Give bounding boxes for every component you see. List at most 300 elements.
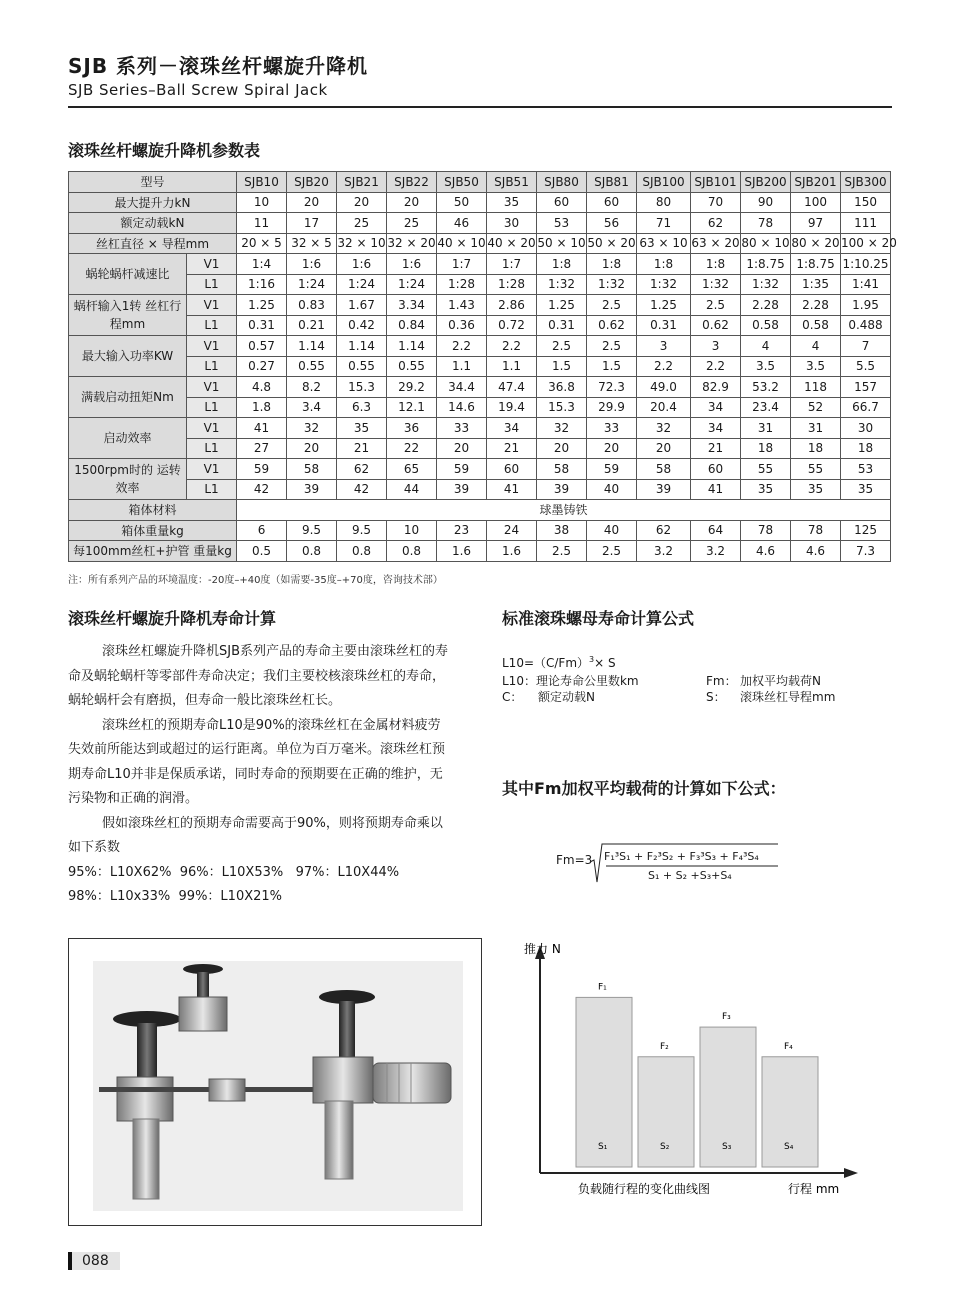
table-title: 滚珠丝杆螺旋升降机参数表 [68,141,261,160]
table-cell: 32 [637,418,691,439]
life-paragraph-2: 滚珠丝杠的预期寿命L10是90%的滚珠丝杠在金属材料疲劳失效前所能达到或超过的运行距离。单位为百万毫米。滚珠丝杠预期寿命L10并非是保质承诺，同时寿命的预期要在正确的维护，无污染物和正确的润滑。 [68,717,446,806]
table-cell: 2.5 [587,541,637,562]
table-cell: 44 [387,479,437,500]
table-row [69,541,891,562]
table-cell: 50 × 20 [587,233,637,254]
table-cell: 20 [287,192,337,213]
table-cell: 1.5 [587,356,637,377]
table-cell: 12.1 [387,397,437,418]
table-cell: 1:6 [387,254,437,275]
table-cell: 1:28 [437,274,487,295]
table-cell: 10 [387,520,437,541]
table-cell: 2.86 [487,295,537,316]
table-cell: 1.67 [337,295,387,316]
table-cell: 32 × 10 [337,233,387,254]
l1-label: L1 [187,274,237,295]
table-cell: 50 × 10 [537,233,587,254]
table-cell: 63 × 20 [691,233,741,254]
v1-label: V1 [187,336,237,357]
table-cell: 32 [537,418,587,439]
table-cell: 29.9 [587,397,637,418]
table-cell: 64 [691,520,741,541]
table-cell: 2.2 [487,336,537,357]
table-cell: 1:10.25 [841,254,891,275]
table-row [69,500,891,521]
table-cell: 71 [637,213,691,234]
table-cell: 0.488 [841,315,891,336]
table-cell: 3 [691,336,741,357]
table-cell: 0.27 [237,356,287,377]
table-row [69,233,891,254]
table-cell: 1:8 [587,254,637,275]
table-row [69,192,891,213]
table-cell: 1.5 [537,356,587,377]
table-cell: 55 [791,459,841,480]
x-axis-arrow-icon [844,1168,858,1178]
table-cell: 35 [337,418,387,439]
table-row [69,377,891,398]
chart-title: 负载随行程的变化曲线图 [578,1182,711,1196]
table-row [69,295,891,316]
table-cell: 20 × 5 [237,233,287,254]
table-cell: 78 [741,520,791,541]
l1-label: L1 [187,397,237,418]
table-cell: 41 [691,479,741,500]
model-header: 型号 [69,172,237,193]
formula-exponent: 3 [589,655,595,664]
table-cell: 39 [287,479,337,500]
table-cell: 1:8.75 [741,254,791,275]
table-cell: 33 [587,418,637,439]
page-number: 088 [68,1252,120,1270]
fm-denominator: S₁ + S₂ +S₃+S₄ [648,869,732,882]
table-cell: 0.8 [337,541,387,562]
table-cell: 1:8 [537,254,587,275]
def-fm-val: 加权平均载荷N [740,674,821,688]
def-c-key: C： [502,690,523,704]
table-cell: 80 × 10 [741,233,791,254]
load-chart-svg [520,935,860,1200]
table-cell: 1.95 [841,295,891,316]
table-cell: 1.6 [437,541,487,562]
load-chart [520,935,860,1200]
life-paragraph-1: 滚珠丝杠螺旋升降机SJB系列产品的寿命主要由滚珠丝杠的寿命及蜗轮蜗杆等零部件寿命决定；我们主要校核滚珠丝杠的寿命，蜗轮蜗杆会有磨损，但寿命一般比滚珠丝杠长。 [68,644,449,708]
table-cell: 34 [487,418,537,439]
formula-tail: × S [594,656,616,670]
table-cell: 118 [791,377,841,398]
table-cell: 1:7 [437,254,487,275]
table-cell: 18 [841,438,891,459]
row-label: 最大输入功率KW [69,336,187,377]
table-cell: 3.5 [741,356,791,377]
table-cell: 9.5 [337,520,387,541]
table-cell: 24 [487,520,537,541]
table-cell: 150 [841,192,891,213]
table-cell: 1.14 [337,336,387,357]
table-cell: 50 [437,192,487,213]
product-photo [68,938,482,1226]
table-cell: 7 [841,336,891,357]
header-title-en: SJB Series–Ball Screw Spiral Jack [68,81,328,99]
table-cell: 59 [437,459,487,480]
table-cell: 4 [791,336,841,357]
table-cell: 46 [437,213,487,234]
table-cell: 34 [691,418,741,439]
table-cell: 0.83 [287,295,337,316]
model-header: SJB201 [791,172,841,193]
def-s-val: 滚珠丝杠导程mm [740,690,836,704]
model-header: SJB20 [287,172,337,193]
table-cell: 20 [587,438,637,459]
table-cell: 15.3 [337,377,387,398]
table-cell: 62 [637,520,691,541]
table-cell: 1.25 [537,295,587,316]
table-cell: 32 × 5 [287,233,337,254]
table-cell: 1:8 [691,254,741,275]
table-cell: 0.31 [537,315,587,336]
table-cell: 1:7 [487,254,537,275]
table-cell: 35 [487,192,537,213]
table-cell: 31 [741,418,791,439]
table-cell: 111 [841,213,891,234]
table-cell: 1:28 [487,274,537,295]
table-cell: 59 [587,459,637,480]
table-cell: 2.2 [637,356,691,377]
row-label: 蜗轮蜗杆减速比 [69,254,187,295]
table-cell: 100 × 20 [841,233,891,254]
table-cell: 0.8 [287,541,337,562]
table-cell: 2.28 [741,295,791,316]
table-cell: 15.3 [537,397,587,418]
table-cell: 53 [537,213,587,234]
table-cell: 125 [841,520,891,541]
table-cell: 20 [337,192,387,213]
table-row [69,438,891,459]
def-l10-val: 理论寿命公里数km [535,674,639,688]
table-cell: 2.2 [691,356,741,377]
table-cell: 0.8 [387,541,437,562]
table-cell: 1.25 [237,295,287,316]
row-label: 额定动载kN [69,213,237,234]
table-cell: 40 × 20 [487,233,537,254]
table-cell: 25 [337,213,387,234]
model-header: SJB80 [537,172,587,193]
table-cell: 23 [437,520,487,541]
formula-title: 标准滚珠螺母寿命计算公式 [502,609,695,628]
table-cell: 6 [237,520,287,541]
page-header [68,52,892,108]
table-cell: 30 [841,418,891,439]
table-cell: 2.5 [691,295,741,316]
model-header: SJB21 [337,172,387,193]
table-cell: 27 [237,438,287,459]
table-cell: 1:24 [287,274,337,295]
v1-label: V1 [187,295,237,316]
table-cell: 20 [287,438,337,459]
bar-stroke-label: S₁ [598,1142,608,1152]
table-cell: 1:6 [287,254,337,275]
v1-label: V1 [187,377,237,398]
table-cell: 3.5 [791,356,841,377]
v1-label: V1 [187,254,237,275]
table-cell: 0.84 [387,315,437,336]
def-fm-key: Fm： [706,674,737,688]
table-cell: 0.55 [387,356,437,377]
table-cell: 9.5 [287,520,337,541]
table-cell: 1:24 [337,274,387,295]
row-label: 箱体材料 [69,500,237,521]
def-s-key: S： [706,690,726,704]
table-cell: 0.58 [741,315,791,336]
table-cell: 19.4 [487,397,537,418]
table-cell: 4 [741,336,791,357]
table-row [69,274,891,295]
table-cell: 32 [287,418,337,439]
table-cell: 59 [237,459,287,480]
table-cell: 3.2 [691,541,741,562]
l1-label: L1 [187,479,237,500]
table-header-row [69,172,891,193]
table-cell: 11 [237,213,287,234]
model-header: SJB22 [387,172,437,193]
table-cell: 1.14 [287,336,337,357]
row-label: 最大提升力kN [69,192,237,213]
fm-formula [556,840,796,888]
table-cell: 2.5 [587,336,637,357]
l1-label: L1 [187,438,237,459]
model-header: SJB10 [237,172,287,193]
table-cell: 36 [387,418,437,439]
table-cell: 0.36 [437,315,487,336]
table-cell: 1:4 [237,254,287,275]
table-cell: 62 [691,213,741,234]
model-header: SJB101 [691,172,741,193]
table-cell: 7.3 [841,541,891,562]
table-row [69,520,891,541]
table-cell: 20 [537,438,587,459]
table-cell: 66.7 [841,397,891,418]
table-cell: 58 [287,459,337,480]
spec-table [68,171,897,562]
table-cell: 1:32 [741,274,791,295]
table-cell: 40 [587,479,637,500]
row-label: 启动效率 [69,418,187,459]
table-cell: 53.2 [741,377,791,398]
table-cell: 70 [691,192,741,213]
life-text [68,640,448,910]
table-cell: 35 [741,479,791,500]
chart-ylabel: 推力 N [524,942,561,956]
table-cell: 1.43 [437,295,487,316]
table-cell: 32 × 20 [387,233,437,254]
bar-stroke-label: S₃ [722,1142,732,1152]
table-cell: 1.1 [487,356,537,377]
bar-force-label: F₂ [660,1041,669,1052]
table-cell: 18 [791,438,841,459]
table-cell: 60 [537,192,587,213]
table-cell: 4.6 [741,541,791,562]
fm-numerator: F₁³S₁ + F₂³S₂ + F₃³S₃ + F₄³S₄ [604,850,759,863]
def-c [502,688,595,705]
model-header: SJB51 [487,172,537,193]
table-cell: 80 × 20 [791,233,841,254]
bar-force-label: F₄ [784,1041,793,1052]
table-cell: 60 [587,192,637,213]
table-cell: 38 [537,520,587,541]
table-cell: 18 [741,438,791,459]
table-cell: 2.2 [437,336,487,357]
v1-label: V1 [187,459,237,480]
table-cell: 1:8.75 [791,254,841,275]
table-cell: 58 [537,459,587,480]
table-cell: 1:16 [237,274,287,295]
table-cell: 42 [337,479,387,500]
header-title-cn: SJB 系列－滚珠丝杆螺旋升降机 [68,54,369,78]
def-s [706,688,835,705]
table-cell: 2.28 [791,295,841,316]
table-cell: 1:32 [537,274,587,295]
table-cell: 33 [437,418,487,439]
table-cell: 1:8 [637,254,691,275]
table-cell: 22 [387,438,437,459]
table-cell: 41 [237,418,287,439]
table-row [69,315,891,336]
table-cell: 55 [741,459,791,480]
def-l10-key: L10： [502,674,536,688]
table-cell: 23.4 [741,397,791,418]
row-label: 箱体重量kg [69,520,237,541]
table-cell: 1:24 [387,274,437,295]
table-cell: 2.5 [587,295,637,316]
table-cell: 1:32 [587,274,637,295]
table-cell: 0.21 [287,315,337,336]
table-cell: 0.58 [791,315,841,336]
table-note: 注：所有系列产品的环境温度：-20度–+40度（如需要-35度–+70度，咨询技术部） [68,575,443,586]
table-row [69,418,891,439]
fm-lhs: Fm=3 [556,853,593,867]
table-cell: 8.2 [287,377,337,398]
row-label: 每100mm丝杠+护管 重量kg [69,541,237,562]
table-cell: 72.3 [587,377,637,398]
table-cell: 4.8 [237,377,287,398]
table-cell: 20 [637,438,691,459]
table-cell: 21 [337,438,387,459]
life-paragraph-3: 假如滚珠丝杠的预期寿命需要高于90%，则将预期寿命乘以如下系数 [68,815,443,855]
table-cell: 1:35 [791,274,841,295]
table-cell: 2.5 [537,541,587,562]
bar-stroke-label: S₄ [784,1142,794,1152]
life-title: 滚珠丝杆螺旋升降机寿命计算 [68,609,277,628]
row-label: 1500rpm时的 运转效率 [69,459,187,500]
table-cell: 63 × 10 [637,233,691,254]
table-cell: 78 [741,213,791,234]
row-label: 满载启动扭矩Nm [69,377,187,418]
table-cell: 0.62 [587,315,637,336]
l1-label: L1 [187,356,237,377]
bar-stroke-label: S₂ [660,1142,670,1152]
table-cell: 20 [387,192,437,213]
table-cell: 0.55 [287,356,337,377]
table-cell: 60 [487,459,537,480]
table-cell: 56 [587,213,637,234]
model-header: SJB100 [637,172,691,193]
model-header: SJB300 [841,172,891,193]
table-cell: 0.57 [237,336,287,357]
table-cell: 20.4 [637,397,691,418]
table-cell: 36.8 [537,377,587,398]
table-cell: 0.62 [691,315,741,336]
table-cell: 3 [637,336,691,357]
table-cell: 21 [691,438,741,459]
row-label: 蜗杆输入1转 丝杠行程mm [69,295,187,336]
table-cell: 58 [637,459,691,480]
table-cell: 82.9 [691,377,741,398]
table-cell: 100 [791,192,841,213]
table-cell: 0.72 [487,315,537,336]
table-cell: 90 [741,192,791,213]
table-cell: 40 × 10 [437,233,487,254]
life-coefficients-1: 95%：L10X62% 96%：L10X53% 97%：L10X44% [68,864,400,880]
table-cell: 60 [691,459,741,480]
def-c-val: 额定动载N [538,690,595,704]
table-cell: 17 [287,213,337,234]
table-cell: 0.55 [337,356,387,377]
table-cell: 1.8 [237,397,287,418]
table-cell: 62 [337,459,387,480]
table-cell: 1:6 [337,254,387,275]
v1-label: V1 [187,418,237,439]
table-cell: 3.34 [387,295,437,316]
table-cell: 39 [437,479,487,500]
table-cell: 65 [387,459,437,480]
table-cell: 25 [387,213,437,234]
table-cell: 53 [841,459,891,480]
spiral-jack-illustration [69,939,481,1225]
table-cell: 1:32 [637,274,691,295]
table-cell: 80 [637,192,691,213]
model-header: SJB81 [587,172,637,193]
table-cell: 0.5 [237,541,287,562]
table-cell: 0.31 [237,315,287,336]
table-row [69,336,891,357]
table-cell: 14.6 [437,397,487,418]
table-cell: 0.42 [337,315,387,336]
table-cell: 1.14 [387,336,437,357]
table-cell: 1:41 [841,274,891,295]
table-cell: 40 [587,520,637,541]
table-cell: 34.4 [437,377,487,398]
life-coefficients-2: 98%：L10x33% 99%：L10X21% [68,889,283,904]
table-cell: 97 [791,213,841,234]
table-cell: 2.5 [537,336,587,357]
table-cell: 39 [637,479,691,500]
table-cell: 3.4 [287,397,337,418]
table-row [69,213,891,234]
table-cell: 47.4 [487,377,537,398]
table-cell: 157 [841,377,891,398]
table-cell: 39 [537,479,587,500]
table-cell: 4.6 [791,541,841,562]
table-cell: 35 [841,479,891,500]
chart-xlabel: 行程 mm [788,1182,840,1196]
table-cell: 30 [487,213,537,234]
table-cell: 42 [237,479,287,500]
material-value: 球墨铸铁 [237,500,891,521]
model-header: SJB50 [437,172,487,193]
table-cell: 29.2 [387,377,437,398]
bar-force-label: F₃ [722,1012,731,1023]
table-cell: 0.31 [637,315,691,336]
